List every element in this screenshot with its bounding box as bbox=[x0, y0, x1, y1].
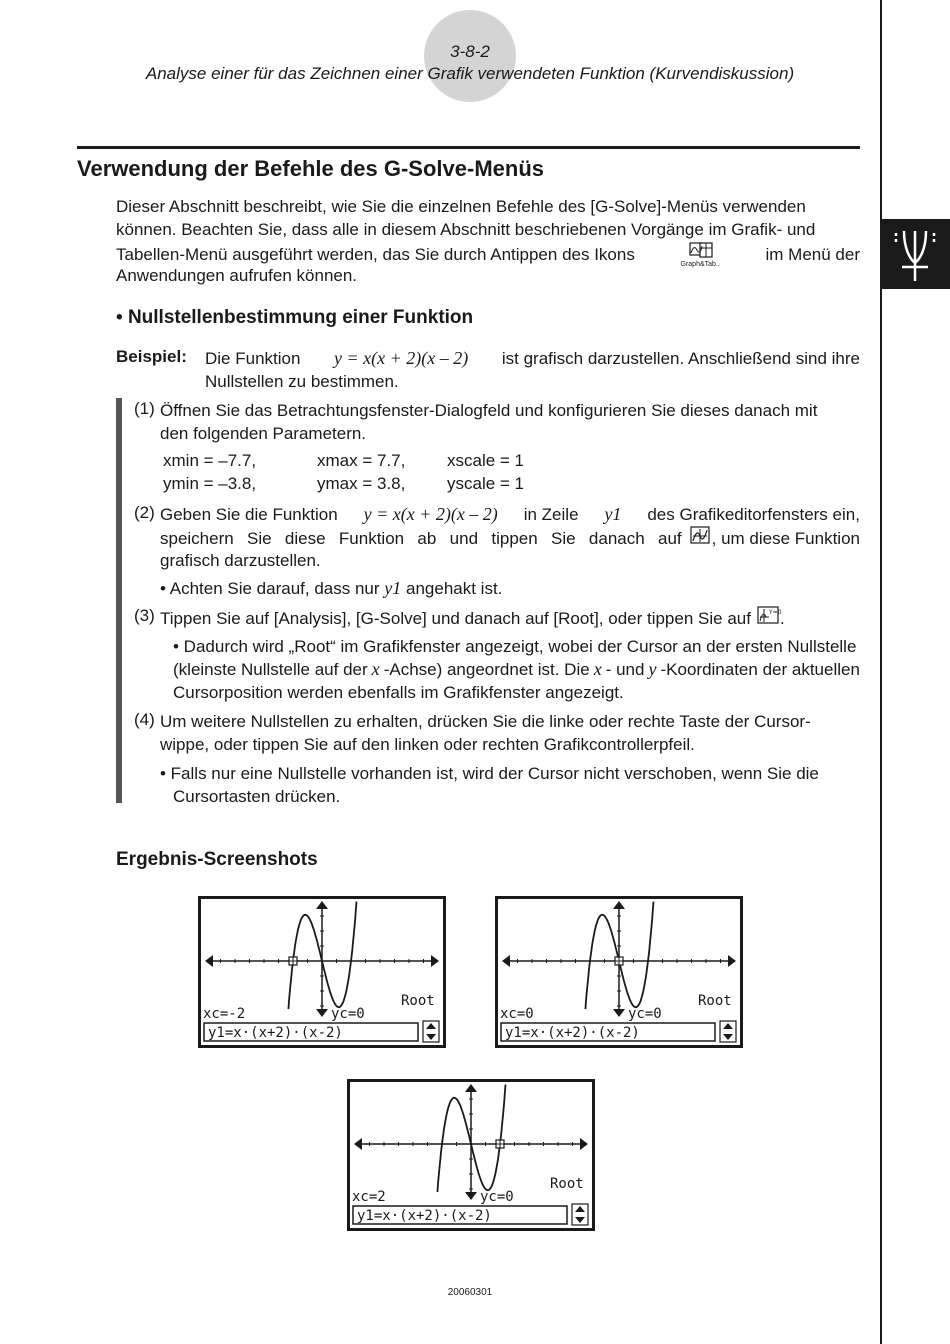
root-label: Root bbox=[401, 993, 435, 1009]
section-heading: Verwendung der Befehle des G-Solve-Menüs bbox=[77, 156, 544, 181]
step-3-line-1 bbox=[160, 606, 785, 630]
root-solve-icon bbox=[757, 606, 782, 630]
param-xmax: xmax = 7.7, bbox=[317, 451, 406, 470]
yc-readout: yc=0 bbox=[480, 1189, 514, 1205]
step-2-text-c: des Grafikeditorfensters ein, bbox=[647, 505, 860, 524]
graph-draw-icon bbox=[690, 526, 710, 550]
right-margin-rule bbox=[880, 0, 882, 1344]
subsection-title: Nullstellenbestimmung einer Funktion bbox=[127, 307, 474, 328]
step-2-text-e: , um diese Funktion bbox=[711, 528, 860, 548]
step-3-note-line-1 bbox=[173, 635, 860, 658]
scroll-down-arrow-icon bbox=[613, 1009, 625, 1017]
intro-line-1: Dieser Abschnitt beschreibt, wie Sie die einzelnen Befehle des [G-Solve]-Menüs verwenden bbox=[116, 197, 806, 216]
step-4-line-1: Um weitere Nullstellen zu erhalten, drücken Sie die linke oder rechte Taste der Cursor- bbox=[160, 712, 811, 731]
screenshot-1 bbox=[198, 896, 446, 1048]
step-2-text-a: Geben Sie die Funktion bbox=[160, 505, 338, 524]
param-yscale: yscale = 1 bbox=[447, 474, 525, 493]
scroll-left-arrow-icon bbox=[502, 955, 510, 967]
xc-readout: xc=2 bbox=[352, 1189, 386, 1205]
page-number: 3-8-2 bbox=[450, 42, 490, 61]
formula-text: y1=x·(x+2)·(x-2) bbox=[357, 1208, 492, 1224]
graph-window-2 bbox=[498, 899, 740, 1045]
example-label: Beispiel: bbox=[116, 347, 187, 366]
intro-line-4: Anwendungen aufrufen können. bbox=[116, 266, 358, 285]
step-4-line-2: wippe, oder tippen Sie auf den linken oder rechten Grafikcontrollerpfeil. bbox=[160, 735, 695, 754]
chapter-title: Analyse einer für das Zeichnen einer Grafik verwendeten Funktion (Kurvendiskussion) bbox=[145, 64, 795, 83]
step-3-number: (3) bbox=[134, 606, 155, 625]
step-2-text-b: in Zeile bbox=[523, 505, 579, 524]
step-2-line-1 bbox=[160, 503, 860, 526]
example-equation: y = x(x + 2)(x – 2) bbox=[334, 348, 469, 368]
intro-line-3-end: im Menü der bbox=[765, 245, 860, 264]
app-icon-caption: Graph&Tab.. bbox=[680, 261, 720, 268]
step-3-note-text-2c: - und bbox=[605, 660, 645, 679]
intro-line-3-text: Tabellen-Menü ausgeführt werden, das Sie durch Antippen des Ikons bbox=[116, 245, 635, 264]
step-3-text-b: . bbox=[779, 608, 785, 628]
step-2-note bbox=[160, 577, 502, 600]
step-2-note-text-b: angehakt ist. bbox=[406, 579, 503, 598]
subsection-heading bbox=[116, 307, 473, 329]
scroll-up-arrow-icon bbox=[613, 901, 625, 909]
param-ymin: ymin = –3.8, bbox=[163, 474, 257, 493]
yc-readout: yc=0 bbox=[331, 1006, 365, 1022]
footer-code: 20060301 bbox=[447, 1287, 493, 1298]
step-4-note-line-2: Cursortasten drücken. bbox=[173, 787, 341, 806]
root-label: Root bbox=[698, 993, 732, 1009]
formula-text: y1=x·(x+2)·(x-2) bbox=[208, 1025, 343, 1041]
step-2-note-var: y1 bbox=[384, 578, 402, 598]
step-3-note-x2: x bbox=[593, 659, 602, 679]
param-xscale: xscale = 1 bbox=[447, 451, 525, 470]
svg-text:Y=0: Y=0 bbox=[768, 609, 782, 616]
scroll-right-arrow-icon bbox=[580, 1138, 588, 1150]
graph-window-1 bbox=[201, 899, 443, 1045]
scroll-down-arrow-icon bbox=[465, 1192, 477, 1200]
step-1-line-1: Öffnen Sie das Betrachtungsfenster-Dialogfeld und konfigurieren Sie dieses danach mit bbox=[160, 401, 818, 420]
step-1-line-2: den folgenden Parametern. bbox=[160, 424, 367, 443]
yc-readout: yc=0 bbox=[628, 1006, 662, 1022]
scroll-down-arrow-icon bbox=[316, 1009, 328, 1017]
param-ymax: ymax = 3.8, bbox=[317, 474, 406, 493]
scroll-up-arrow-icon bbox=[316, 901, 328, 909]
screenshot-3 bbox=[347, 1079, 595, 1231]
step-3-text-a: Tippen Sie auf [Analysis], [G-Solve] und danach auf [Root], oder tippen Sie auf bbox=[160, 608, 751, 628]
xc-readout: xc=-2 bbox=[203, 1006, 246, 1022]
section-rule bbox=[77, 146, 860, 149]
step-3-note-x: x bbox=[371, 659, 380, 679]
step-2-row: y1 bbox=[604, 504, 622, 524]
scroll-right-arrow-icon bbox=[431, 955, 439, 967]
step-1-number: (1) bbox=[134, 399, 155, 418]
step-3-note-text-1: • Dadurch wird „Root“ im Grafikfenster angezeigt, wobei der Cursor an der ersten Nullstelle bbox=[173, 637, 857, 656]
step-3-note-y: y bbox=[648, 659, 657, 679]
subsection-bullet: • bbox=[116, 307, 123, 328]
step-2-equation: y = x(x + 2)(x – 2) bbox=[363, 504, 498, 524]
example-line-1 bbox=[205, 347, 860, 370]
intro-line-2: können. Beachten Sie, dass alle in diesem Abschnitt beschriebenen Vorgänge im Grafik- und bbox=[116, 220, 816, 239]
step-3-note-text-2d: -Koordinaten der aktuellen bbox=[660, 660, 860, 679]
screenshot-2 bbox=[495, 896, 743, 1048]
param-xmin: xmin = –7.7, bbox=[163, 451, 257, 470]
example-text-2: ist grafisch darzustellen. Anschließend sind ihre bbox=[501, 349, 860, 368]
step-3-note-text-2a: (kleinste Nullstelle auf der bbox=[173, 660, 368, 679]
scroll-left-arrow-icon bbox=[354, 1138, 362, 1150]
step-2-line-2 bbox=[160, 526, 860, 550]
graph-window-3 bbox=[350, 1082, 592, 1228]
root-label: Root bbox=[550, 1176, 584, 1192]
scroll-up-arrow-icon bbox=[465, 1084, 477, 1092]
scroll-left-arrow-icon bbox=[205, 955, 213, 967]
step-2-note-text-a: • Achten Sie darauf, dass nur bbox=[160, 579, 380, 598]
step-4-number: (4) bbox=[134, 710, 155, 729]
example-text-1: Die Funktion bbox=[205, 349, 301, 368]
step-2-text-d: speichern Sie diese Funktion ab und tippen Sie danach auf bbox=[160, 528, 682, 548]
step-3-note-line-2 bbox=[173, 658, 860, 681]
step-3-note-text-2b: -Achse) angeordnet ist. Die bbox=[383, 660, 590, 679]
formula-text: y1=x·(x+2)·(x-2) bbox=[505, 1025, 640, 1041]
scroll-right-arrow-icon bbox=[728, 955, 736, 967]
steps-side-bar bbox=[116, 398, 122, 803]
step-4-note-line-1: • Falls nur eine Nullstelle vorhanden ist, wird der Cursor nicht verschoben, wenn Sie die bbox=[160, 764, 819, 783]
xc-readout: xc=0 bbox=[500, 1006, 534, 1022]
example-line-2: Nullstellen zu bestimmen. bbox=[205, 372, 399, 391]
step-2-line-3: grafisch darzustellen. bbox=[160, 551, 321, 570]
results-heading: Ergebnis-Screenshots bbox=[116, 849, 318, 870]
step-2-number: (2) bbox=[134, 503, 155, 522]
step-3-note-line-3: Cursorposition werden ebenfalls im Grafikfenster angezeigt. bbox=[173, 683, 624, 702]
chapter-tab-icon bbox=[880, 219, 950, 289]
